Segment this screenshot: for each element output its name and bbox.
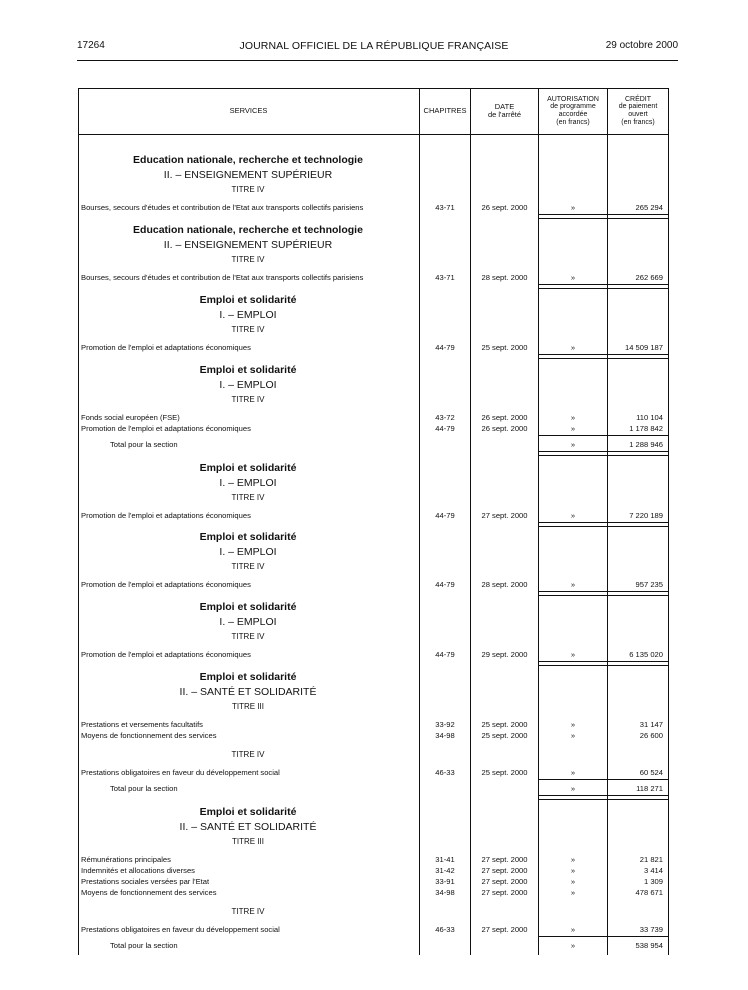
row-credit (608, 768, 669, 778)
section-part: I. – EMPLOI (219, 546, 277, 558)
titre-label: TITRE IV (231, 750, 265, 759)
section-double-rule (539, 354, 668, 359)
row-label (81, 720, 414, 730)
row-autorisation: » (570, 768, 576, 777)
row-autorisation: » (570, 273, 576, 282)
row-credit (608, 866, 669, 876)
row-credit-value: 33 739 (639, 925, 663, 934)
row-autorisation: » (570, 925, 576, 934)
row-credit-value: 1 178 842 (629, 424, 663, 433)
section-part: I. – EMPLOI (219, 616, 277, 628)
row-autorisation: » (570, 855, 576, 864)
titre-label: TITRE IV (231, 493, 265, 502)
row-autorisation: » (570, 731, 576, 740)
row-label-text: Promotion de l'emploi et adaptations économiques (81, 650, 251, 659)
section-part: II. – SANTÉ ET SOLIDARITÉ (179, 686, 317, 698)
row-autorisation: » (570, 580, 576, 589)
row-label-text: Promotion de l'emploi et adaptations économiques (81, 343, 251, 352)
row-chapitre: 34-98 (435, 731, 455, 740)
row-credit (608, 511, 669, 521)
row-credit-value: 265 294 (635, 203, 663, 212)
row-credit-value: 478 671 (635, 888, 663, 897)
row-date: 27 sept. 2000 (481, 866, 528, 875)
total-credit (608, 784, 669, 794)
section-title: Emploi et solidarité (199, 671, 297, 683)
row-label-text: Indemnités et allocations diverses (81, 866, 195, 875)
col-header-autorisation: AUTORISATION de programme accordée (en francs) (547, 95, 599, 126)
row-credit-value: 1 309 (643, 877, 663, 886)
row-label-text: Promotion de l'emploi et adaptations économiques (81, 580, 251, 589)
section-title: Emploi et solidarité (199, 531, 297, 543)
total-autorisation: » (570, 941, 576, 950)
row-credit (608, 413, 669, 423)
row-credit (608, 925, 669, 935)
section-double-rule (539, 591, 668, 596)
row-chapitre: 44-79 (435, 424, 455, 433)
row-autorisation: » (570, 413, 576, 422)
column-rule (668, 88, 669, 955)
row-chapitre: 33-91 (435, 877, 455, 886)
section-part: I. – EMPLOI (219, 477, 277, 489)
row-date: 27 sept. 2000 (481, 855, 528, 864)
row-label-text: Prestations sociales versées par l'Etat (81, 877, 210, 886)
row-date: 28 sept. 2000 (481, 273, 528, 282)
titre-label: TITRE IV (231, 325, 265, 334)
titre-label: TITRE III (232, 702, 264, 711)
row-credit-value: 26 600 (639, 731, 663, 740)
section-part: I. – EMPLOI (219, 379, 277, 391)
titre-label: TITRE IV (231, 632, 265, 641)
row-credit-value: 60 524 (639, 768, 663, 777)
row-autorisation: » (570, 203, 576, 212)
row-date: 26 sept. 2000 (481, 413, 528, 422)
row-autorisation: » (570, 343, 576, 352)
row-label (81, 877, 414, 887)
row-label (81, 424, 414, 434)
row-credit-value: 31 147 (639, 720, 663, 729)
row-chapitre: 44-79 (435, 650, 455, 659)
header-rule (77, 60, 678, 61)
row-credit (608, 877, 669, 887)
row-label-text: Bourses, secours d'études et contribution de l'Etat aux transports collectifs parisiens (81, 203, 364, 212)
col-header-chapitres: CHAPITRES (423, 106, 467, 115)
row-label-text: Moyens de fonctionnement des services (81, 888, 217, 897)
row-label (81, 866, 414, 876)
section-title: Emploi et solidarité (199, 294, 297, 306)
total-label (110, 440, 414, 450)
row-chapitre: 44-79 (435, 343, 455, 352)
row-label-text: Moyens de fonctionnement des services (81, 731, 217, 740)
titre-label: TITRE III (232, 837, 264, 846)
section-part: I. – EMPLOI (219, 309, 277, 321)
row-date: 26 sept. 2000 (481, 203, 528, 212)
row-label-text: Promotion de l'emploi et adaptations économiques (81, 511, 251, 520)
row-date: 27 sept. 2000 (481, 925, 528, 934)
row-label (81, 888, 414, 898)
row-chapitre: 34-98 (435, 888, 455, 897)
row-autorisation: » (570, 888, 576, 897)
row-chapitre: 46-33 (435, 768, 455, 777)
total-label-text: Total pour la section (110, 440, 178, 449)
section-double-rule (539, 284, 668, 289)
row-credit-value: 957 235 (635, 580, 663, 589)
row-label (81, 768, 414, 778)
row-autorisation: » (570, 720, 576, 729)
row-label (81, 273, 414, 283)
row-label-text: Prestations obligatoires en faveur du développement social (81, 925, 280, 934)
row-label-text: Promotion de l'emploi et adaptations économiques (81, 424, 251, 433)
row-date: 25 sept. 2000 (481, 768, 528, 777)
row-credit-value: 21 821 (639, 855, 663, 864)
row-credit (608, 580, 669, 590)
row-chapitre: 43-71 (435, 273, 455, 282)
total-label (110, 784, 414, 794)
row-chapitre: 46-33 (435, 925, 455, 934)
row-credit-value: 3 414 (643, 866, 663, 875)
page-number: 17264 (77, 40, 105, 51)
journal-title: JOURNAL OFFICIEL DE LA RÉPUBLIQUE FRANÇAISE (239, 40, 509, 52)
titre-label: TITRE IV (231, 907, 265, 916)
subtotal-rule (539, 936, 668, 937)
total-autorisation: » (570, 440, 576, 449)
row-credit-value: 7 220 189 (629, 511, 663, 520)
section-part: II. – ENSEIGNEMENT SUPÉRIEUR (163, 239, 333, 251)
total-label-text: Total pour la section (110, 784, 178, 793)
row-autorisation: » (570, 866, 576, 875)
section-double-rule (539, 522, 668, 527)
row-chapitre: 31-41 (435, 855, 455, 864)
row-credit (608, 888, 669, 898)
section-title: Emploi et solidarité (199, 806, 297, 818)
row-autorisation: » (570, 511, 576, 520)
row-autorisation: » (570, 424, 576, 433)
header-bottom-rule (78, 134, 669, 135)
row-date: 28 sept. 2000 (481, 580, 528, 589)
section-title: Education nationale, recherche et technologie (133, 224, 363, 236)
titre-label: TITRE IV (231, 255, 265, 264)
column-rule (419, 88, 420, 955)
section-part: II. – ENSEIGNEMENT SUPÉRIEUR (163, 169, 333, 181)
total-credit-value: 538 954 (635, 941, 663, 950)
row-label-text: Prestations obligatoires en faveur du développement social (81, 768, 280, 777)
row-label (81, 731, 414, 741)
row-credit (608, 424, 669, 434)
section-title: Emploi et solidarité (199, 462, 297, 474)
row-date: 26 sept. 2000 (481, 424, 528, 433)
row-label (81, 925, 414, 935)
row-chapitre: 44-79 (435, 511, 455, 520)
row-label (81, 650, 414, 660)
section-title: Education nationale, recherche et technologie (133, 154, 363, 166)
publication-date: 29 octobre 2000 (605, 40, 678, 51)
row-label (81, 580, 414, 590)
row-chapitre: 31-42 (435, 866, 455, 875)
row-credit (608, 650, 669, 660)
row-credit (608, 203, 669, 213)
row-label (81, 413, 414, 423)
row-label-text: Rémunérations principales (81, 855, 171, 864)
total-credit-value: 118 271 (636, 784, 663, 793)
total-credit-value: 1 288 946 (629, 440, 663, 449)
row-label (81, 511, 414, 521)
titre-label: TITRE IV (231, 562, 265, 571)
row-label (81, 855, 414, 865)
row-label-text: Fonds social européen (FSE) (81, 413, 180, 422)
section-double-rule (539, 795, 668, 800)
col-header-credit: CRÉDIT de paiement ouvert (en francs) (618, 95, 658, 126)
row-credit (608, 855, 669, 865)
total-autorisation: » (570, 784, 576, 793)
row-date: 27 sept. 2000 (481, 877, 528, 886)
subtotal-rule (539, 435, 668, 436)
row-credit (608, 731, 669, 741)
row-date: 29 sept. 2000 (481, 650, 528, 659)
section-title: Emploi et solidarité (199, 601, 297, 613)
row-date: 27 sept. 2000 (481, 888, 528, 897)
subtotal-rule (539, 779, 668, 780)
row-date: 27 sept. 2000 (481, 511, 528, 520)
row-chapitre: 43-71 (435, 203, 455, 212)
credits-table (78, 88, 669, 955)
section-title: Emploi et solidarité (199, 364, 297, 376)
section-double-rule (539, 451, 668, 456)
total-credit (608, 440, 669, 450)
row-label-text: Prestations et versements facultatifs (81, 720, 203, 729)
row-chapitre: 43-72 (435, 413, 455, 422)
column-rule (470, 88, 471, 955)
row-date: 25 sept. 2000 (481, 731, 528, 740)
row-credit (608, 343, 669, 353)
titre-label: TITRE IV (231, 185, 265, 194)
row-credit-value: 6 135 020 (629, 650, 663, 659)
row-label (81, 203, 414, 213)
row-credit-value: 110 104 (636, 413, 663, 422)
row-chapitre: 33-92 (435, 720, 455, 729)
section-double-rule (539, 661, 668, 666)
row-autorisation: » (570, 650, 576, 659)
row-autorisation: » (570, 877, 576, 886)
row-label-text: Bourses, secours d'études et contribution de l'Etat aux transports collectifs parisiens (81, 273, 364, 282)
total-label-text: Total pour la section (110, 941, 178, 950)
total-credit (608, 941, 669, 951)
row-credit-value: 14 509 187 (624, 343, 663, 352)
titre-label: TITRE IV (231, 395, 265, 404)
total-label (110, 941, 414, 951)
row-chapitre: 44-79 (435, 580, 455, 589)
row-date: 25 sept. 2000 (481, 343, 528, 352)
section-double-rule (539, 214, 668, 219)
col-header-date: DATE de l'arrêté (487, 102, 522, 119)
row-credit-value: 262 669 (635, 273, 663, 282)
section-part: II. – SANTÉ ET SOLIDARITÉ (179, 821, 317, 833)
col-header-services: SERVICES (229, 106, 268, 115)
row-label (81, 343, 414, 353)
row-date: 25 sept. 2000 (481, 720, 528, 729)
row-credit (608, 720, 669, 730)
row-credit (608, 273, 669, 283)
